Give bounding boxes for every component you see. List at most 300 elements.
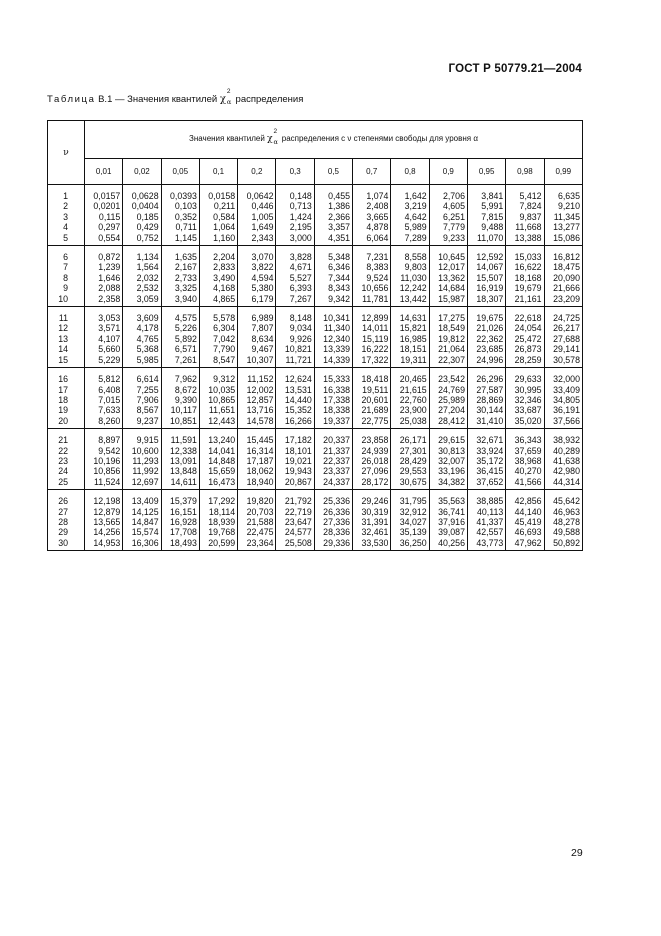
quantile-value: 23,685 bbox=[476, 344, 504, 355]
quantile-value: 9,312 bbox=[213, 374, 236, 385]
quantile-value: 34,805 bbox=[553, 394, 580, 405]
quantile-cell bbox=[353, 368, 391, 429]
quantile-value: 3,053 bbox=[98, 313, 121, 324]
nu-cell bbox=[48, 368, 85, 429]
quantile-value: 12,697 bbox=[131, 476, 159, 487]
quantile-value: 21,588 bbox=[246, 516, 274, 527]
quantile-cell bbox=[429, 490, 467, 551]
nu-header: ν bbox=[48, 121, 85, 185]
quantile-value: 7,807 bbox=[251, 323, 274, 334]
quantile-value: 14,256 bbox=[93, 527, 121, 538]
quantile-value: 5,812 bbox=[98, 374, 121, 385]
quantile-value: 29,246 bbox=[361, 496, 389, 507]
quantile-value: 26,296 bbox=[476, 374, 504, 385]
quantile-value: 13,388 bbox=[514, 232, 542, 243]
quantile-value: 11,340 bbox=[323, 323, 351, 334]
quantile-value: 21,026 bbox=[476, 323, 504, 334]
quantile-value: 19,337 bbox=[323, 415, 351, 426]
quantile-value: 34,027 bbox=[399, 516, 427, 527]
quantile-value: 24,725 bbox=[553, 313, 580, 324]
quantile-cell bbox=[391, 246, 429, 307]
quantile-value: 13,565 bbox=[93, 516, 121, 527]
quantile-value: 1,160 bbox=[213, 232, 236, 243]
quantile-value: 6,304 bbox=[213, 323, 236, 334]
quantile-value: 1,386 bbox=[328, 201, 351, 212]
quantile-value: 1,145 bbox=[174, 232, 197, 243]
quantile-value: 0,872 bbox=[98, 252, 121, 263]
quantile-value: 20,599 bbox=[208, 537, 236, 548]
quantile-cell bbox=[238, 185, 276, 246]
quantile-value: 0,0201 bbox=[93, 201, 121, 212]
quantile-cell bbox=[238, 246, 276, 307]
quantile-value: 18,151 bbox=[399, 344, 427, 355]
quantile-value: 7,289 bbox=[404, 232, 427, 243]
quantile-value: 14,631 bbox=[399, 313, 427, 324]
quantile-value: 15,119 bbox=[362, 333, 389, 344]
nu-cell bbox=[48, 490, 85, 551]
quantile-value: 36,191 bbox=[553, 405, 580, 416]
quantile-value: 23,209 bbox=[553, 293, 580, 304]
nu-value: 28 bbox=[58, 516, 68, 527]
nu-value: 7 bbox=[63, 262, 68, 273]
quantile-cell bbox=[544, 246, 582, 307]
nu-value: 6 bbox=[63, 252, 68, 263]
quantile-value: 30,813 bbox=[438, 445, 465, 456]
quantile-value: 11,293 bbox=[132, 455, 159, 466]
nu-value: 15 bbox=[58, 354, 68, 365]
nu-value: 3 bbox=[63, 211, 68, 222]
quantile-value: 16,812 bbox=[553, 252, 580, 263]
quantile-cell bbox=[391, 307, 429, 368]
quantile-value: 1,642 bbox=[404, 191, 427, 201]
quantile-value: 4,351 bbox=[328, 232, 351, 243]
quantile-value: 5,348 bbox=[328, 252, 351, 263]
quantile-cell bbox=[429, 307, 467, 368]
quantile-value: 18,475 bbox=[553, 262, 580, 273]
quantile-cell bbox=[199, 429, 237, 490]
quantile-cell bbox=[506, 368, 544, 429]
quantile-cell bbox=[161, 490, 199, 551]
quantile-value: 33,687 bbox=[514, 405, 542, 416]
quantile-value: 4,765 bbox=[136, 333, 159, 344]
quantile-value: 0,103 bbox=[174, 201, 197, 212]
nu-cell bbox=[48, 185, 85, 246]
quantile-value: 35,139 bbox=[399, 527, 427, 538]
quantile-value: 29,336 bbox=[323, 537, 351, 548]
quantile-value: 0,711 bbox=[175, 222, 197, 233]
page-number: 29 bbox=[571, 847, 583, 859]
quantile-cell bbox=[391, 368, 429, 429]
table-row-group bbox=[48, 429, 583, 490]
quantile-cell bbox=[429, 368, 467, 429]
quantile-value: 28,429 bbox=[399, 455, 427, 466]
nu-value: 11 bbox=[58, 313, 68, 324]
quantile-value: 24,337 bbox=[323, 476, 351, 487]
nu-value: 26 bbox=[58, 496, 68, 507]
quantile-value: 4,865 bbox=[213, 293, 236, 304]
quantile-value: 15,987 bbox=[438, 293, 465, 304]
quantile-value: 11,030 bbox=[400, 272, 427, 283]
quantile-value: 12,198 bbox=[93, 496, 121, 507]
alpha-header-cell: 0,02 bbox=[123, 159, 161, 185]
quantile-value: 25,508 bbox=[284, 537, 312, 548]
quantile-value: 27,204 bbox=[438, 405, 465, 416]
quantile-value: 28,259 bbox=[514, 354, 542, 365]
quantile-cell bbox=[314, 429, 352, 490]
quantile-value: 17,708 bbox=[169, 527, 197, 538]
quantile-value: 23,542 bbox=[438, 374, 465, 385]
quantile-value: 7,633 bbox=[98, 405, 121, 416]
quantile-cell bbox=[391, 185, 429, 246]
quantile-value: 38,968 bbox=[514, 455, 542, 466]
quantile-value: 10,851 bbox=[169, 415, 197, 426]
quantile-value: 9,803 bbox=[404, 262, 427, 273]
quantile-cell bbox=[85, 307, 123, 368]
quantile-value: 12,899 bbox=[361, 313, 389, 324]
quantile-value: 9,233 bbox=[442, 232, 465, 243]
quantile-value: 7,790 bbox=[213, 344, 236, 355]
quantile-value: 20,465 bbox=[399, 374, 427, 385]
quantile-value: 18,114 bbox=[208, 506, 236, 517]
quantile-value: 30,995 bbox=[514, 384, 542, 395]
quantile-value: 14,611 bbox=[170, 476, 197, 487]
quantile-value: 8,558 bbox=[404, 252, 427, 263]
nu-value: 20 bbox=[58, 415, 68, 426]
quantile-cell bbox=[314, 368, 352, 429]
quantile-value: 32,912 bbox=[399, 506, 427, 517]
quantile-value: 18,939 bbox=[208, 516, 236, 527]
quantile-value: 3,571 bbox=[98, 323, 121, 334]
quantile-cell bbox=[85, 490, 123, 551]
nu-cell bbox=[48, 246, 85, 307]
quantile-cell bbox=[353, 185, 391, 246]
quantile-value: 3,325 bbox=[174, 283, 197, 294]
quantile-value: 17,182 bbox=[284, 435, 312, 446]
quantile-value: 11,152 bbox=[247, 374, 274, 385]
quantile-value: 22,775 bbox=[361, 415, 389, 426]
chi-indices bbox=[226, 88, 233, 107]
quantile-value: 33,924 bbox=[476, 445, 504, 456]
quantile-cell bbox=[467, 246, 505, 307]
quantile-value: 12,340 bbox=[323, 333, 351, 344]
quantile-value: 23,364 bbox=[246, 537, 274, 548]
quantile-value: 16,985 bbox=[399, 333, 427, 344]
quantile-value: 3,822 bbox=[251, 262, 274, 273]
quantile-value: 6,614 bbox=[136, 374, 159, 385]
quantile-value: 24,769 bbox=[438, 384, 465, 395]
quantile-value: 1,074 bbox=[366, 191, 389, 201]
quantile-value: 12,242 bbox=[399, 283, 427, 294]
quantile-value: 12,017 bbox=[438, 262, 465, 273]
quantile-value: 33,530 bbox=[361, 537, 389, 548]
quantile-value: 2,195 bbox=[289, 222, 312, 233]
quantile-value: 10,196 bbox=[93, 455, 121, 466]
quantile-value: 21,666 bbox=[553, 283, 580, 294]
quantile-value: 6,346 bbox=[328, 262, 351, 273]
quantile-value: 11,524 bbox=[94, 476, 121, 487]
quantile-value: 0,0404 bbox=[131, 201, 159, 212]
quantile-value: 40,113 bbox=[477, 506, 504, 517]
quantile-value: 14,041 bbox=[208, 445, 236, 456]
quantile-value: 13,716 bbox=[246, 405, 274, 416]
quantile-value: 32,000 bbox=[553, 374, 580, 385]
quantile-value: 0,297 bbox=[98, 222, 121, 233]
nu-value: 14 bbox=[58, 344, 68, 355]
quantile-value: 13,442 bbox=[399, 293, 427, 304]
quantile-cell bbox=[85, 429, 123, 490]
quantile-value: 8,260 bbox=[98, 415, 121, 426]
quantile-value: 9,524 bbox=[366, 272, 389, 283]
quantile-value: 29,553 bbox=[399, 466, 427, 477]
quantile-value: 18,101 bbox=[284, 445, 312, 456]
quantile-value: 33,196 bbox=[438, 466, 465, 477]
alpha-header-cell: 0,2 bbox=[238, 159, 276, 185]
span-header-sup: 2 bbox=[273, 128, 278, 136]
quantile-value: 5,226 bbox=[174, 323, 197, 334]
quantile-value: 11,070 bbox=[477, 232, 504, 243]
quantile-value: 22,307 bbox=[438, 354, 465, 365]
quantile-cell bbox=[429, 246, 467, 307]
span-header-text: Значения квантилей bbox=[189, 134, 268, 144]
quantile-value: 28,869 bbox=[476, 394, 504, 405]
quantile-value: 23,337 bbox=[323, 466, 351, 477]
span-header-chi-indices bbox=[273, 128, 280, 147]
quantile-value: 7,779 bbox=[442, 222, 465, 233]
nu-value: 19 bbox=[58, 405, 68, 416]
nu-value: 18 bbox=[58, 394, 68, 405]
quantile-value: 14,578 bbox=[246, 415, 274, 426]
quantile-value: 7,042 bbox=[213, 333, 236, 344]
quantile-value: 18,338 bbox=[323, 405, 351, 416]
nu-value: 4 bbox=[63, 222, 68, 233]
quantile-cell bbox=[353, 429, 391, 490]
quantile-value: 14,067 bbox=[476, 262, 504, 273]
quantile-value: 21,161 bbox=[514, 293, 542, 304]
quantile-value: 5,527 bbox=[289, 272, 312, 283]
quantile-value: 1,134 bbox=[136, 252, 159, 263]
nu-value: 25 bbox=[58, 476, 68, 487]
quantile-value: 18,418 bbox=[361, 374, 389, 385]
quantile-value: 17,322 bbox=[361, 354, 389, 365]
quantile-value: 29,615 bbox=[438, 435, 465, 446]
quantile-value: 8,343 bbox=[328, 283, 351, 294]
quantile-value: 5,368 bbox=[136, 344, 159, 355]
quantile-value: 18,307 bbox=[476, 293, 504, 304]
quantile-value: 21,615 bbox=[399, 384, 427, 395]
quantile-value: 0,713 bbox=[289, 201, 312, 212]
quantile-value: 14,847 bbox=[131, 516, 159, 527]
quantile-value: 29,633 bbox=[514, 374, 542, 385]
alpha-header-cell: 0,99 bbox=[544, 159, 582, 185]
quantile-value: 45,642 bbox=[553, 496, 580, 507]
quantile-value: 20,867 bbox=[284, 476, 312, 487]
quantile-cell bbox=[123, 429, 161, 490]
quantile-cell bbox=[85, 368, 123, 429]
quantile-value: 9,915 bbox=[136, 435, 159, 446]
quantile-value: 7,015 bbox=[98, 394, 121, 405]
quantile-value: 15,574 bbox=[131, 527, 159, 538]
quantile-value: 0,584 bbox=[213, 211, 236, 222]
quantile-value: 6,251 bbox=[442, 211, 465, 222]
quantile-value: 6,989 bbox=[251, 313, 274, 324]
quantile-value: 4,107 bbox=[98, 333, 121, 344]
quantile-value: 7,231 bbox=[366, 252, 389, 263]
quantile-cell bbox=[544, 429, 582, 490]
quantile-cell bbox=[199, 490, 237, 551]
quantile-value: 1,424 bbox=[289, 211, 312, 222]
quantile-value: 20,337 bbox=[323, 435, 351, 446]
chi-superscript: 2 bbox=[226, 88, 231, 96]
alpha-header-cell: 0,95 bbox=[467, 159, 505, 185]
quantile-value: 4,605 bbox=[442, 201, 465, 212]
table-row-group bbox=[48, 246, 583, 307]
alpha-header-cell: 0,9 bbox=[429, 159, 467, 185]
quantile-value: 10,821 bbox=[284, 344, 312, 355]
quantile-value: 17,187 bbox=[246, 455, 274, 466]
quantile-cell bbox=[276, 368, 314, 429]
quantile-value: 11,651 bbox=[208, 405, 236, 416]
nu-value: 9 bbox=[63, 283, 68, 294]
quantile-value: 3,940 bbox=[174, 293, 197, 304]
quantile-value: 8,567 bbox=[136, 405, 159, 416]
quantile-cell bbox=[199, 307, 237, 368]
quantile-value: 42,980 bbox=[553, 466, 580, 477]
quantile-cell bbox=[161, 307, 199, 368]
quantile-value: 5,991 bbox=[481, 201, 504, 212]
quantile-value: 1,564 bbox=[136, 262, 159, 273]
quantile-value: 4,168 bbox=[213, 283, 236, 294]
quantile-cell bbox=[199, 185, 237, 246]
quantile-value: 25,038 bbox=[399, 415, 427, 426]
quantile-value: 10,035 bbox=[208, 384, 236, 395]
quantile-value: 19,943 bbox=[284, 466, 312, 477]
quantile-value: 0,115 bbox=[98, 211, 121, 222]
quantile-value: 36,250 bbox=[399, 537, 427, 548]
nu-value: 13 bbox=[58, 333, 68, 344]
quantile-value: 24,939 bbox=[361, 445, 389, 456]
quantile-value: 39,087 bbox=[438, 527, 465, 538]
quantile-value: 15,379 bbox=[169, 496, 197, 507]
quantile-value: 10,600 bbox=[131, 445, 159, 456]
quantile-value: 0,0157 bbox=[93, 191, 121, 201]
quantile-value: 14,339 bbox=[323, 354, 351, 365]
quantile-cell bbox=[85, 185, 123, 246]
quantile-value: 22,760 bbox=[399, 394, 427, 405]
quantile-cell bbox=[506, 185, 544, 246]
quantile-value: 10,656 bbox=[361, 283, 389, 294]
quantile-value: 9,926 bbox=[289, 333, 312, 344]
span-header bbox=[85, 121, 583, 159]
document-header-code: ГОСТ Р 50779.21—2004 bbox=[448, 63, 582, 75]
quantile-value: 2,733 bbox=[174, 272, 197, 283]
quantile-value: 7,267 bbox=[289, 293, 312, 304]
quantile-value: 15,033 bbox=[514, 252, 542, 263]
quantile-cell bbox=[123, 490, 161, 551]
quantile-cell bbox=[506, 490, 544, 551]
quantile-value: 0,148 bbox=[289, 191, 312, 201]
quantile-value: 7,261 bbox=[174, 354, 197, 365]
quantile-value: 15,086 bbox=[553, 232, 580, 243]
span-header-text-tail: распределения с ν степенями свободы для уровня α bbox=[279, 134, 478, 144]
quantile-value: 41,566 bbox=[514, 476, 542, 487]
quantile-value: 27,096 bbox=[361, 466, 389, 477]
alpha-header-cell: 0,7 bbox=[353, 159, 391, 185]
quantile-value: 18,940 bbox=[246, 476, 274, 487]
quantile-value: 16,928 bbox=[169, 516, 197, 527]
quantile-value: 12,592 bbox=[476, 252, 504, 263]
quantile-cell bbox=[123, 185, 161, 246]
quantile-cell bbox=[467, 185, 505, 246]
nu-value: 2 bbox=[63, 201, 68, 212]
quantile-cell bbox=[467, 490, 505, 551]
quantile-value: 20,601 bbox=[361, 394, 389, 405]
quantile-value: 30,578 bbox=[553, 354, 580, 365]
quantile-value: 10,341 bbox=[323, 313, 351, 324]
quantile-cell bbox=[123, 368, 161, 429]
quantile-value: 7,824 bbox=[519, 201, 542, 212]
quantile-value: 23,647 bbox=[284, 516, 312, 527]
quantile-cell bbox=[467, 368, 505, 429]
quantile-value: 41,337 bbox=[476, 516, 504, 527]
quantile-value: 3,665 bbox=[366, 211, 389, 222]
quantile-value: 18,493 bbox=[169, 537, 197, 548]
quantile-value: 1,649 bbox=[251, 222, 274, 233]
quantile-value: 19,675 bbox=[476, 313, 504, 324]
quantile-value: 25,472 bbox=[514, 333, 542, 344]
quantile-value: 21,689 bbox=[361, 405, 389, 416]
alpha-header-cell: 0,5 bbox=[314, 159, 352, 185]
quantile-value: 0,0628 bbox=[131, 191, 159, 201]
quantile-value: 13,277 bbox=[553, 222, 580, 233]
quantile-value: 49,588 bbox=[553, 527, 580, 538]
quantile-value: 12,879 bbox=[93, 506, 121, 517]
quantile-value: 46,963 bbox=[553, 506, 580, 517]
quantile-cell bbox=[161, 368, 199, 429]
nu-value: 16 bbox=[58, 374, 68, 385]
nu-value: 30 bbox=[58, 537, 68, 548]
quantile-value: 2,366 bbox=[328, 211, 351, 222]
quantile-value: 3,828 bbox=[289, 252, 312, 263]
quantile-value: 2,833 bbox=[213, 262, 236, 273]
quantile-value: 15,333 bbox=[323, 374, 351, 385]
quantile-value: 8,148 bbox=[289, 313, 312, 324]
quantile-value: 4,178 bbox=[136, 323, 159, 334]
quantile-cell bbox=[314, 490, 352, 551]
quantile-cell bbox=[506, 429, 544, 490]
quantile-value: 6,571 bbox=[174, 344, 197, 355]
quantile-value: 3,357 bbox=[328, 222, 351, 233]
quantile-cell bbox=[276, 246, 314, 307]
alpha-header-cell: 0,98 bbox=[506, 159, 544, 185]
quantile-value: 12,338 bbox=[169, 445, 197, 456]
quantile-cell bbox=[467, 307, 505, 368]
quantile-value: 15,507 bbox=[476, 272, 504, 283]
table-row-group bbox=[48, 307, 583, 368]
header-row bbox=[48, 121, 583, 159]
quantile-value: 1,635 bbox=[174, 252, 197, 263]
quantile-value: 23,858 bbox=[361, 435, 389, 446]
quantile-cell bbox=[544, 307, 582, 368]
alpha-header-cell: 0,05 bbox=[161, 159, 199, 185]
quantile-value: 9,390 bbox=[174, 394, 197, 405]
quantile-value: 37,659 bbox=[514, 445, 542, 456]
quantile-value: 18,062 bbox=[246, 466, 274, 477]
quantile-value: 3,070 bbox=[251, 252, 274, 263]
quantile-value: 1,064 bbox=[213, 222, 236, 233]
nu-value: 29 bbox=[58, 527, 68, 538]
quantile-value: 45,419 bbox=[514, 516, 542, 527]
quantile-value: 9,488 bbox=[481, 222, 504, 233]
